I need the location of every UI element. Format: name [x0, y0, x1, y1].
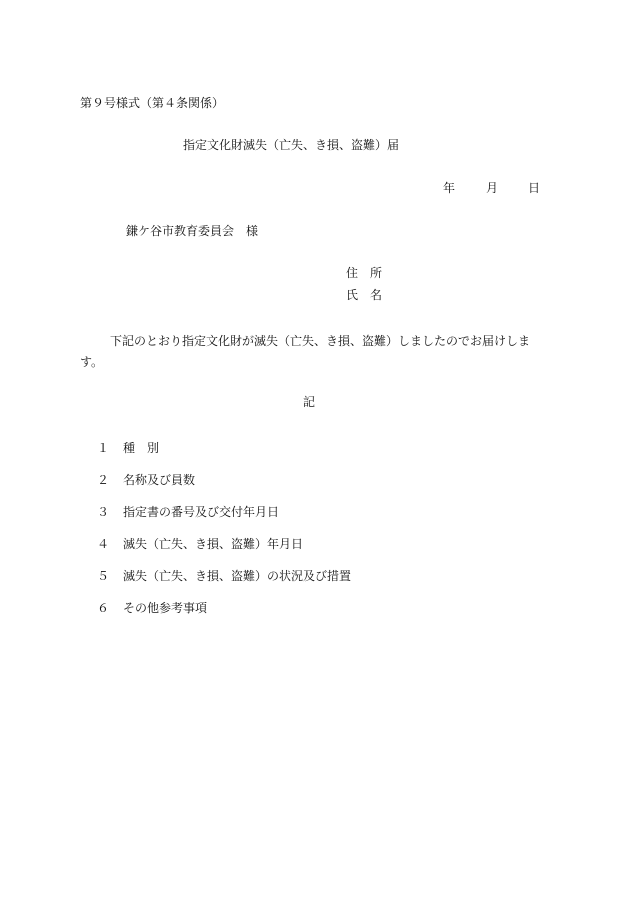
list-item-label: 名称及び員数 — [123, 473, 196, 487]
date-month-label: 月 — [486, 181, 499, 195]
note-heading: 記 — [303, 395, 316, 409]
form-number-label: 第９号様式（第４条関係） — [80, 96, 225, 110]
list-item-label: 種 別 — [123, 441, 160, 455]
list-item-designation-number — [97, 506, 279, 518]
list-item-other-notes — [97, 602, 207, 614]
list-item-name-and-count — [97, 474, 195, 486]
list-item-label: 滅失（亡失、き損、盗難）年月日 — [123, 537, 304, 551]
date-year-label: 年 — [443, 181, 456, 195]
document-title: 指定文化財滅失（亡失、き損、盗難）届 — [183, 138, 400, 152]
list-item-number: ６ — [97, 601, 110, 615]
list-item-number: ３ — [97, 505, 110, 519]
notification-body: 下記のとおり指定文化財が滅失（亡失、き損、盗難）しましたのでお届けします。 — [80, 334, 531, 369]
list-item-number: ４ — [97, 537, 110, 551]
list-item-number: １ — [97, 441, 110, 455]
list-item-number: ５ — [97, 569, 110, 583]
addressee: 鎌ケ谷市教育委員会 様 — [126, 224, 259, 238]
date-day-label: 日 — [528, 181, 541, 195]
list-item-loss-situation — [97, 570, 351, 582]
list-item-label: 指定書の番号及び交付年月日 — [123, 505, 280, 519]
name-label: 氏 名 — [346, 288, 383, 302]
list-item-number: ２ — [97, 473, 110, 487]
list-item-label: その他参考事項 — [123, 601, 208, 615]
address-label: 住 所 — [346, 266, 383, 280]
list-item-loss-date — [97, 538, 303, 550]
list-item-type — [97, 442, 159, 454]
list-item-label: 滅失（亡失、き損、盗難）の状況及び措置 — [123, 569, 352, 583]
